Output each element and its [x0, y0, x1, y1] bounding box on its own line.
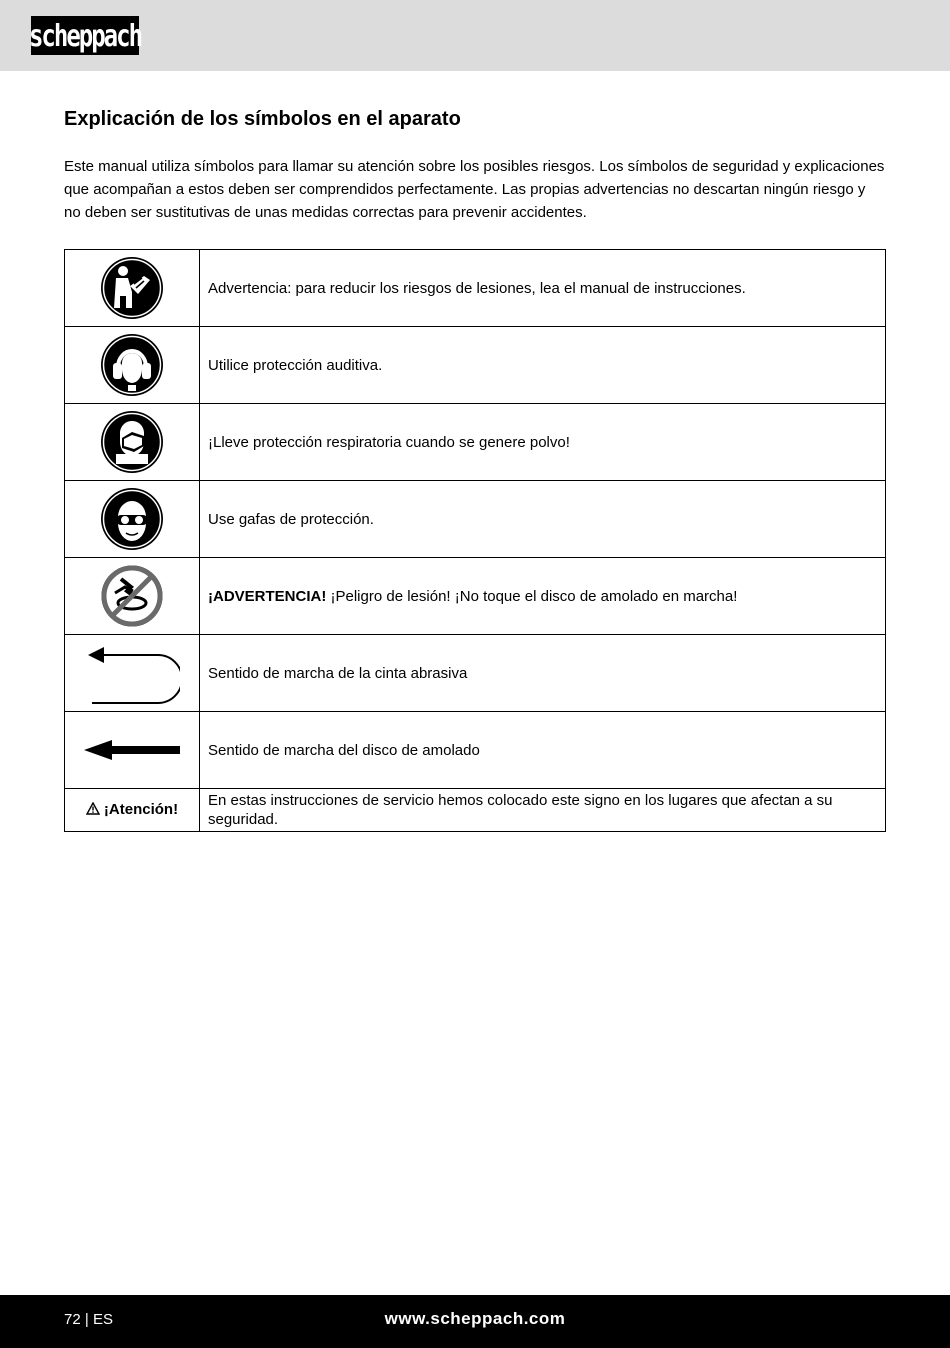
table-row	[65, 712, 886, 789]
symbol-description: Use gafas de protección.	[200, 481, 886, 558]
table-row	[65, 558, 886, 635]
warning-triangle-icon	[86, 802, 100, 815]
intro-paragraph: Este manual utiliza símbolos para llamar su atención sobre los posibles riesgos. Los símbolos de seguridad y explicaciones que acompañan a estos deben ser comprendidos perfectamente. Las propias advertencias no descartan ningún riesgo y no deben ser sustitutivas de unas medidas correctas para prevenir accidentes.	[64, 158, 885, 221]
page-title: Explicación de los símbolos en el aparato	[64, 108, 461, 130]
symbol-description: ¡Lleve protección respiratoria cuando se genere polvo!	[200, 404, 886, 481]
table-row	[65, 327, 886, 404]
warning-label: ¡ADVERTENCIA!	[208, 587, 327, 605]
scheppach-logo: scheppach	[28, 18, 142, 53]
belt-direction-arrow-icon	[84, 641, 180, 705]
page-number: 72 | ES	[64, 1311, 113, 1328]
page-header	[0, 0, 950, 71]
table-row	[65, 250, 886, 327]
attention-label: ¡Atención!	[86, 801, 178, 818]
table-row	[65, 404, 886, 481]
no-touch-grinding-disc-icon	[99, 563, 165, 629]
symbols-table	[64, 249, 886, 832]
table-row	[65, 789, 886, 832]
respirator-icon	[100, 410, 164, 474]
table-row	[65, 635, 886, 712]
symbol-description: Utilice protección auditiva.	[200, 327, 886, 404]
table-row	[65, 481, 886, 558]
disc-direction-arrow-icon	[82, 738, 182, 762]
website-link[interactable]: www.scheppach.com	[384, 1309, 566, 1328]
read-manual-icon	[100, 256, 164, 320]
symbol-description: Sentido de marcha de la cinta abrasiva	[200, 635, 886, 712]
ear-protection-icon	[100, 333, 164, 397]
safety-goggles-icon	[100, 487, 164, 551]
symbol-description: ¡ADVERTENCIA! ¡Peligro de lesión! ¡No toque el disco de amolado en marcha!	[200, 558, 886, 635]
page-footer	[0, 1295, 950, 1348]
symbol-description: Advertencia: para reducir los riesgos de lesiones, lea el manual de instrucciones.	[200, 250, 886, 327]
symbol-description: En estas instrucciones de servicio hemos colocado este signo en los lugares que afectan a su seguridad.	[200, 789, 886, 832]
symbol-description: Sentido de marcha del disco de amolado	[200, 712, 886, 789]
